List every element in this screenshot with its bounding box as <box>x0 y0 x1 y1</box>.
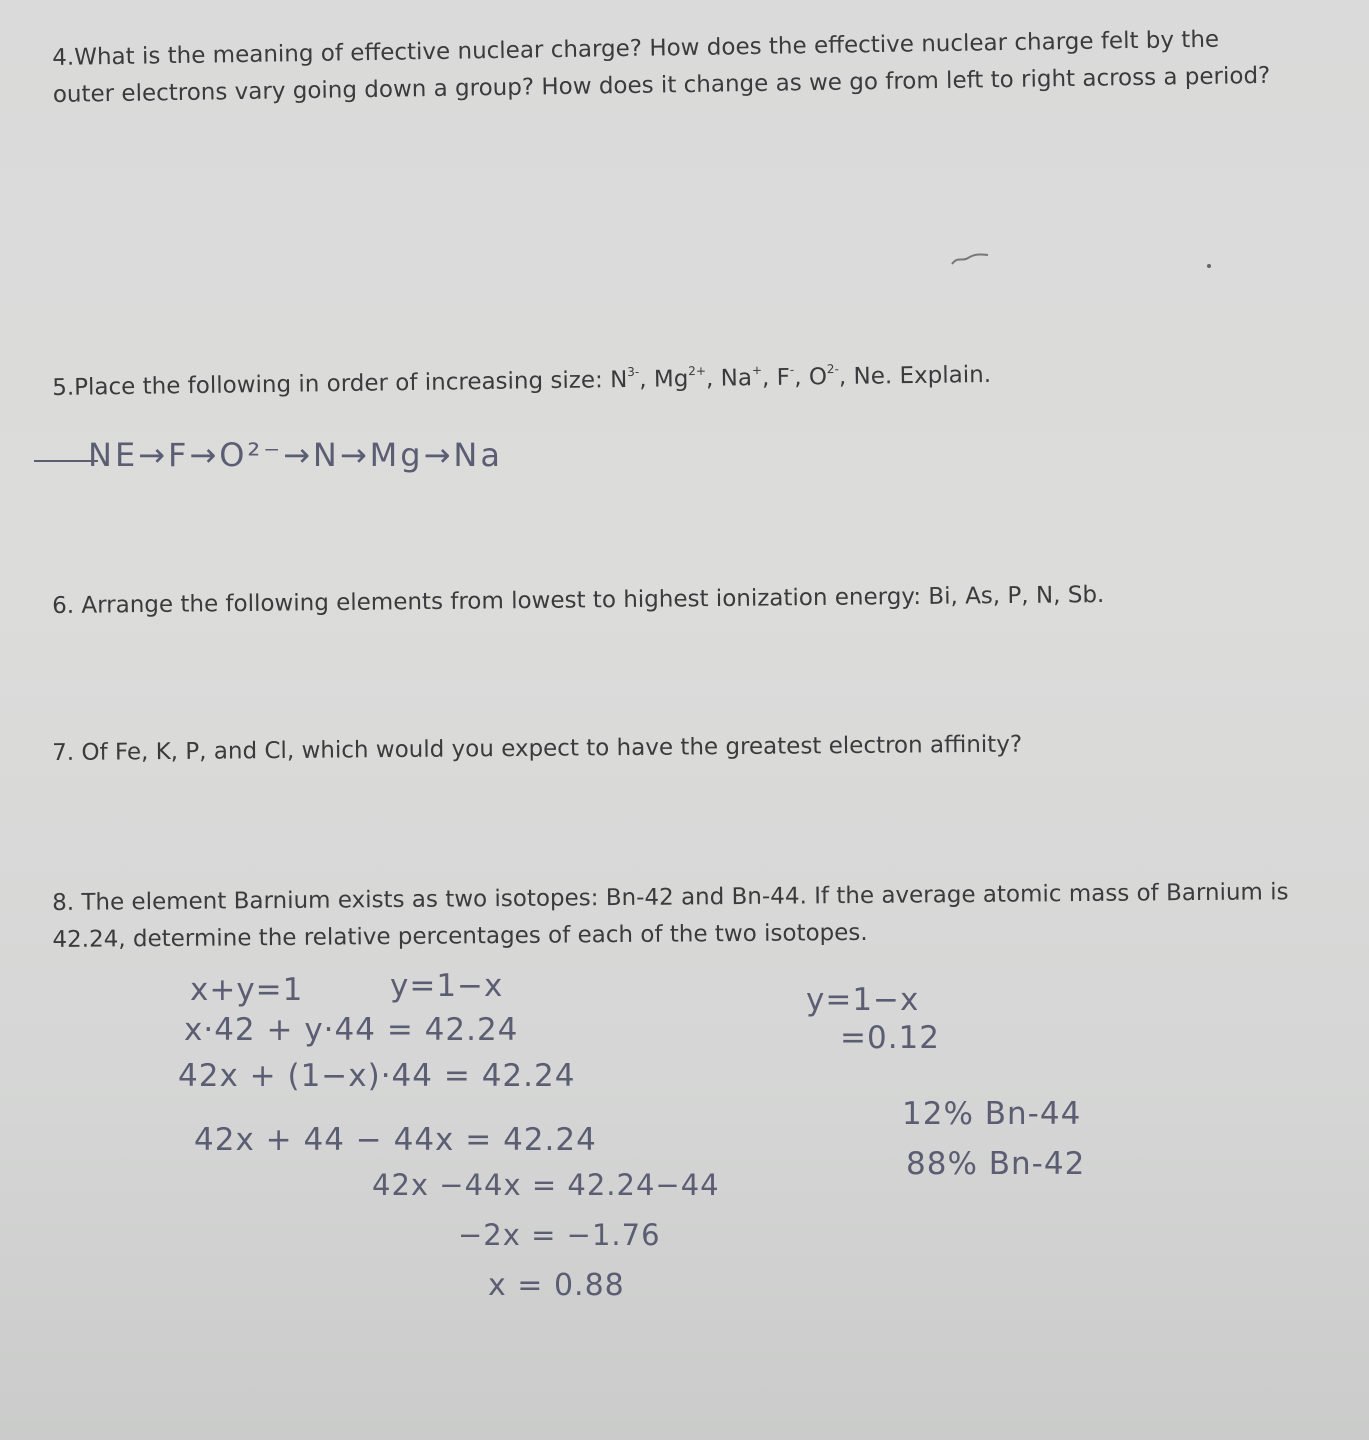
q5-prefix: 5.Place the following in order of increasing size: <box>52 367 611 401</box>
result-bn44: 12% Bn-44 <box>902 1096 1082 1132</box>
ion-n: N <box>609 366 628 394</box>
work-line-1: x+y=1 <box>190 972 304 1008</box>
work-line-2: y=1−x <box>390 968 504 1004</box>
pen-dot <box>1207 264 1211 268</box>
result-bn42: 88% Bn-42 <box>906 1146 1086 1182</box>
work-line-4: 42x + (1−x)·44 = 42.24 <box>178 1058 576 1094</box>
ion-o-charge: 2- <box>826 362 839 377</box>
work-y-line-2: =0.12 <box>840 1020 940 1056</box>
work-y-line-1: y=1−x <box>806 982 920 1018</box>
check-mark-icon <box>950 252 990 266</box>
question-6: 6. Arrange the following elements from lowest to highest ionization energy: Bi, As, P, N, Sb. <box>52 581 1105 619</box>
ion-na-charge: + <box>751 363 763 378</box>
q5-handwritten-answer: NE→F→O²⁻→N→Mg→Na <box>88 436 503 474</box>
ion-na: Na <box>720 365 753 392</box>
ion-mg: Mg <box>653 366 689 393</box>
ion-n-charge: 3- <box>627 364 640 379</box>
question-8: 8. The element Barnium exists as two isotopes: Bn-42 and Bn-44. If the average atomic mass of Barnium is 42.24, determine the relative percentages of each of the two isotopes. <box>52 879 1289 953</box>
ion-f-charge: - <box>789 362 795 377</box>
q5-suffix: , Ne. Explain. <box>838 361 992 391</box>
work-line-8: x = 0.88 <box>488 1268 625 1303</box>
work-line-3: x·42 + y·44 = 42.24 <box>184 1012 519 1048</box>
question-4: 4.What is the meaning of effective nuclear charge? How does the effective nuclear charge felt by the outer electrons vary going down a group? How does it change as we go from left to right across a period? <box>52 26 1271 108</box>
question-5: 5.Place the following in order of increasing size: $N^{3-}$, $Mg^{2+}$, Na+, F-, $O^{2-}$, Ne. Explain. <box>52 361 992 401</box>
ion-o: O <box>808 364 828 391</box>
work-line-6: 42x −44x = 42.24−44 <box>372 1168 720 1202</box>
ion-mg-charge: 2+ <box>688 363 707 379</box>
work-line-7: −2x = −1.76 <box>458 1218 661 1252</box>
ion-f: F <box>776 364 791 391</box>
work-line-5: 42x + 44 − 44x = 42.24 <box>194 1122 597 1158</box>
question-7: 7. Of Fe, K, P, and Cl, which would you expect to have the greatest electron affinity? <box>52 731 1023 766</box>
